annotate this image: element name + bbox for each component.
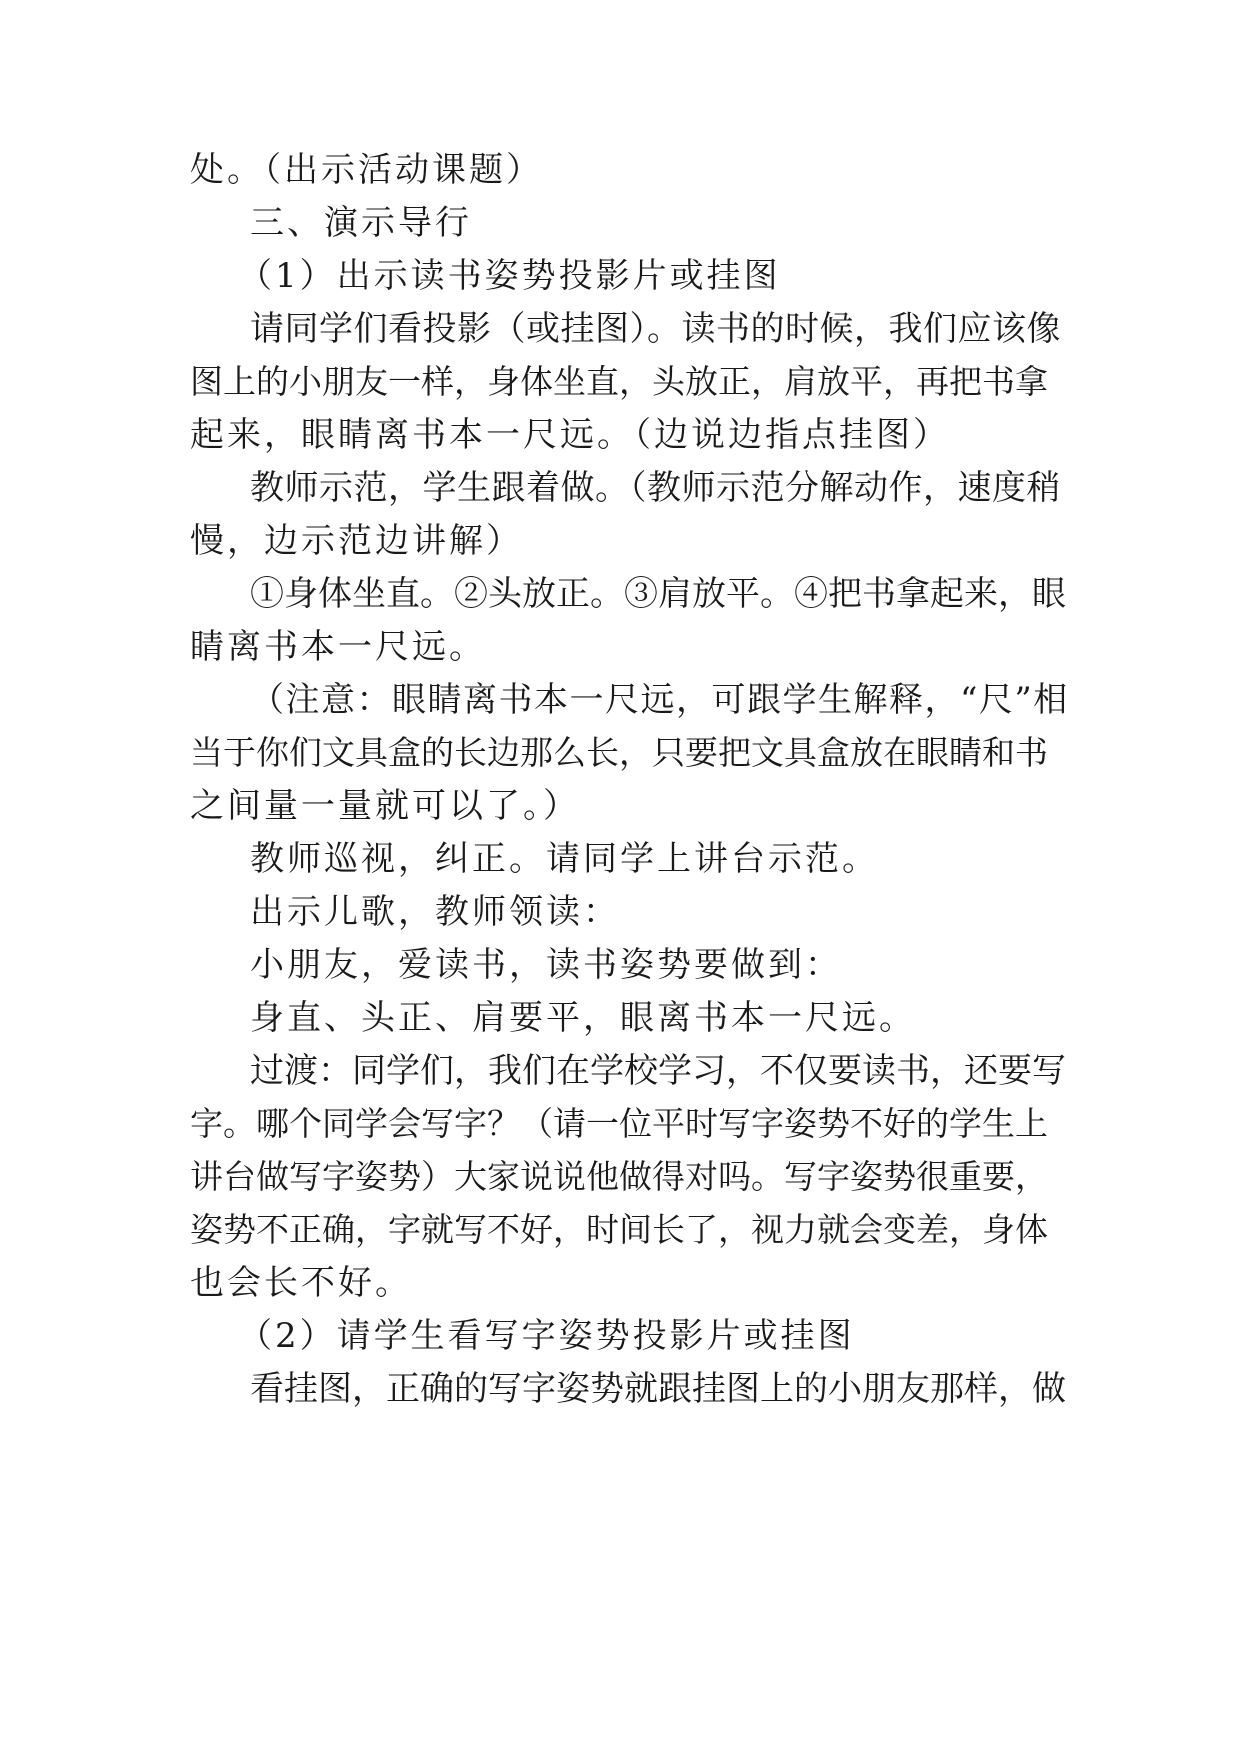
- text-line: ①身体坐直。②头放正。③肩放平。④把书拿起来，眼: [250, 574, 1066, 614]
- text-line: 也会长不好。: [190, 1263, 412, 1303]
- note-line: （注意：眼睛离书本一尺远，可跟学生解释，“尺”相: [250, 680, 1069, 720]
- text-line: 讲台做写字姿势）大家说说他做得对吗。写字姿势很重要，: [190, 1157, 1048, 1196]
- text-line: 出示儿歌，教师领读：: [250, 892, 620, 932]
- subsection-heading: （2）请学生看写字姿势投影片或挂图: [238, 1316, 855, 1356]
- text-line: 慢，边示范边讲解）: [190, 521, 523, 561]
- text-line: 教师巡视，纠正。请同学上讲台示范。: [250, 839, 879, 879]
- note-line: 之间量一量就可以了。）: [190, 786, 580, 826]
- text-line: 教师示范，学生跟着做。（教师示范分解动作，速度稍: [250, 468, 1061, 508]
- text-line: 看挂图，正确的写字姿势就跟挂图上的小朋友那样，做: [250, 1369, 1066, 1409]
- text-line: 处。（出示活动课题）: [190, 150, 543, 190]
- text-line: 姿势不正确，字就写不好，时间长了，视力就会变差，身体: [190, 1210, 1048, 1249]
- section-heading: 三、演示导行: [250, 203, 472, 243]
- subsection-heading: （1）出示读书姿势投影片或挂图: [238, 256, 781, 296]
- text-line: 起来，眼睛离书本一尺远。（边说边指点挂图）: [190, 415, 950, 455]
- text-line: 请同学们看投影（或挂图）。读书的时候，我们应该像: [250, 309, 1061, 349]
- text-line: 图上的小朋友一样，身体坐直，头放正，肩放平，再把书拿: [190, 362, 1048, 401]
- text-line: 睛离书本一尺远。: [190, 627, 486, 667]
- text-line: 过渡：同学们，我们在学校学习，不仅要读书，还要写: [250, 1051, 1066, 1091]
- rhyme-line: 小朋友，爱读书，读书姿势要做到：: [250, 945, 842, 985]
- text-line: 字。哪个同学会写字？（请一位平时写字姿势不好的学生上: [190, 1104, 1048, 1143]
- rhyme-line: 身直、头正、肩要平，眼离书本一尺远。: [250, 998, 916, 1038]
- note-line: 当于你们文具盒的长边那么长，只要把文具盒放在眼睛和书: [190, 733, 1048, 772]
